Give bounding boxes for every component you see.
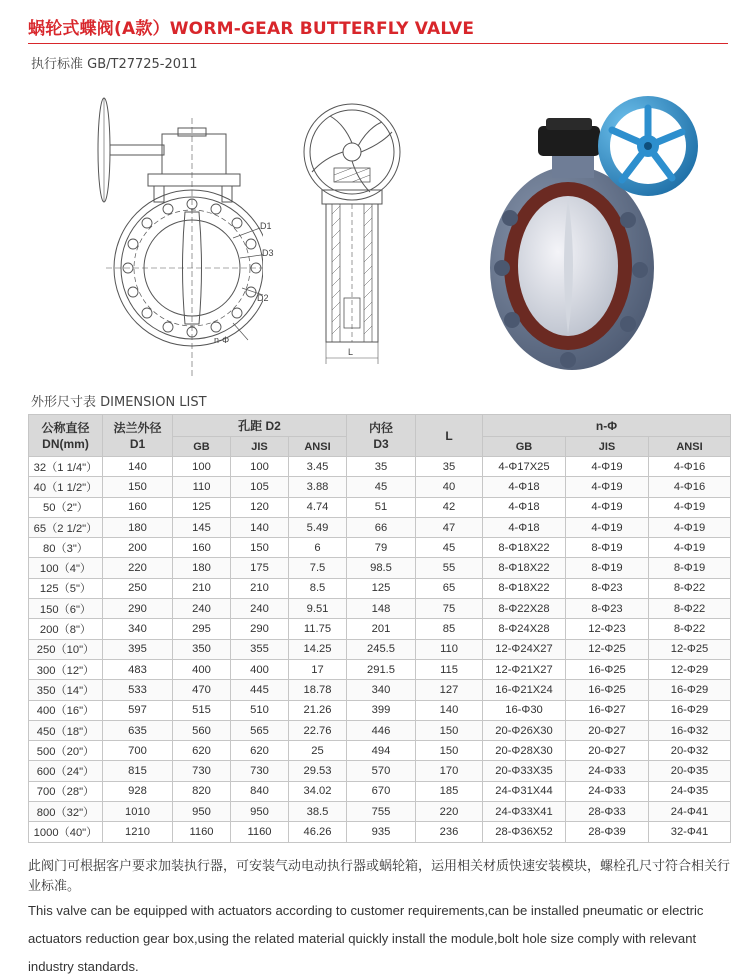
cell-nphi-gb: 4-Φ18 [483, 517, 566, 537]
valve-drawings [28, 88, 728, 378]
cell-nphi-jis: 16-Φ27 [566, 700, 649, 720]
cell-nphi-gb: 20-Φ26X30 [483, 720, 566, 740]
cell-dn: 40（1 1/2"） [29, 477, 103, 497]
cell-d1: 1010 [103, 802, 173, 822]
cell-nphi-gb: 16-Φ21X24 [483, 680, 566, 700]
cell-nphi-ansi: 4-Φ19 [649, 517, 731, 537]
cell-d2-gb: 210 [173, 578, 231, 598]
cell-d2-jis: 105 [231, 477, 289, 497]
cell-d2-ansi: 25 [289, 741, 347, 761]
cell-nphi-jis: 8-Φ19 [566, 538, 649, 558]
cell-l: 110 [416, 639, 483, 659]
cell-dn: 700（28"） [29, 781, 103, 801]
cell-nphi-ansi: 20-Φ32 [649, 741, 731, 761]
cell-l: 65 [416, 578, 483, 598]
cell-nphi-ansi: 12-Φ29 [649, 659, 731, 679]
cell-l: 236 [416, 822, 483, 842]
table-row [29, 781, 731, 801]
cell-d2-gb: 240 [173, 599, 231, 619]
dimension-table-body [29, 457, 731, 843]
cell-d1: 340 [103, 619, 173, 639]
cell-d3: 45 [347, 477, 416, 497]
cell-l: 185 [416, 781, 483, 801]
table-row [29, 619, 731, 639]
header-nphi-gb: GB [483, 437, 566, 457]
cell-nphi-ansi: 4-Φ19 [649, 538, 731, 558]
cell-l: 55 [416, 558, 483, 578]
cell-d2-ansi: 38.5 [289, 802, 347, 822]
cell-nphi-gb: 4-Φ18 [483, 477, 566, 497]
cell-d2-gb: 620 [173, 741, 231, 761]
cell-nphi-gb: 24-Φ31X44 [483, 781, 566, 801]
cell-d2-ansi: 34.02 [289, 781, 347, 801]
cell-d3: 494 [347, 741, 416, 761]
cell-d3: 66 [347, 517, 416, 537]
cell-d2-gb: 110 [173, 477, 231, 497]
cell-nphi-ansi: 20-Φ35 [649, 761, 731, 781]
cell-dn: 450（18"） [29, 720, 103, 740]
cell-d2-ansi: 8.5 [289, 578, 347, 598]
cell-d2-jis: 240 [231, 599, 289, 619]
header-dn: 公称直径 DN(mm) [29, 415, 103, 457]
cell-nphi-gb: 8-Φ18X22 [483, 538, 566, 558]
cell-d2-ansi: 11.75 [289, 619, 347, 639]
cell-nphi-ansi: 16-Φ29 [649, 700, 731, 720]
cell-d2-gb: 350 [173, 639, 231, 659]
cell-nphi-gb: 12-Φ24X27 [483, 639, 566, 659]
cell-l: 75 [416, 599, 483, 619]
cell-d2-jis: 140 [231, 517, 289, 537]
page-title: 蜗轮式蝶阀(A款）WORM-GEAR BUTTERFLY VALVE [28, 19, 475, 39]
cell-d1: 395 [103, 639, 173, 659]
cell-nphi-gb: 28-Φ36X52 [483, 822, 566, 842]
cell-dn: 300（12"） [29, 659, 103, 679]
cell-d2-ansi: 21.26 [289, 700, 347, 720]
cell-dn: 150（6"） [29, 599, 103, 619]
cell-d2-gb: 820 [173, 781, 231, 801]
cell-nphi-jis: 4-Φ19 [566, 477, 649, 497]
cell-nphi-jis: 16-Φ25 [566, 680, 649, 700]
cell-l: 47 [416, 517, 483, 537]
cell-d2-gb: 950 [173, 802, 231, 822]
cell-nphi-gb: 4-Φ17X25 [483, 457, 566, 477]
cell-d2-ansi: 3.88 [289, 477, 347, 497]
table-row [29, 680, 731, 700]
cell-nphi-ansi: 24-Φ35 [649, 781, 731, 801]
table-row [29, 741, 731, 761]
cell-d1: 1210 [103, 822, 173, 842]
header-nphi-ansi: ANSI [649, 437, 731, 457]
cell-nphi-jis: 28-Φ33 [566, 802, 649, 822]
cell-d3: 291.5 [347, 659, 416, 679]
cell-d1: 140 [103, 457, 173, 477]
cell-d2-ansi: 22.76 [289, 720, 347, 740]
cell-d3: 755 [347, 802, 416, 822]
cell-dn: 500（20"） [29, 741, 103, 761]
cell-d1: 815 [103, 761, 173, 781]
cell-d2-jis: 400 [231, 659, 289, 679]
cell-dn: 65（2 1/2"） [29, 517, 103, 537]
label-d1: D1 [260, 221, 272, 231]
cell-l: 150 [416, 720, 483, 740]
cell-nphi-ansi: 4-Φ16 [649, 457, 731, 477]
cell-nphi-ansi: 24-Φ41 [649, 802, 731, 822]
cell-nphi-jis: 12-Φ23 [566, 619, 649, 639]
table-row [29, 457, 731, 477]
valve-product-image [468, 88, 728, 378]
cell-dn: 600（24"） [29, 761, 103, 781]
cell-d1: 597 [103, 700, 173, 720]
cell-d3: 670 [347, 781, 416, 801]
cell-d2-jis: 290 [231, 619, 289, 639]
cell-nphi-jis: 4-Φ19 [566, 497, 649, 517]
cell-d2-jis: 620 [231, 741, 289, 761]
cell-l: 35 [416, 457, 483, 477]
cell-d2-ansi: 17 [289, 659, 347, 679]
cell-d2-ansi: 29.53 [289, 761, 347, 781]
table-row [29, 558, 731, 578]
cell-d2-jis: 840 [231, 781, 289, 801]
cell-l: 115 [416, 659, 483, 679]
cell-nphi-gb: 20-Φ28X30 [483, 741, 566, 761]
cell-nphi-ansi: 8-Φ22 [649, 578, 731, 598]
cell-nphi-jis: 8-Φ23 [566, 599, 649, 619]
cell-d2-ansi: 14.25 [289, 639, 347, 659]
label-l: L [348, 347, 354, 357]
cell-nphi-jis: 28-Φ39 [566, 822, 649, 842]
cell-nphi-gb: 16-Φ30 [483, 700, 566, 720]
cell-nphi-gb: 24-Φ33X41 [483, 802, 566, 822]
cell-nphi-jis: 4-Φ19 [566, 517, 649, 537]
cell-d1: 200 [103, 538, 173, 558]
cell-d3: 446 [347, 720, 416, 740]
cell-d2-gb: 295 [173, 619, 231, 639]
table-row [29, 578, 731, 598]
cell-dn: 350（14"） [29, 680, 103, 700]
cell-d2-ansi: 7.5 [289, 558, 347, 578]
cell-nphi-jis: 12-Φ25 [566, 639, 649, 659]
cell-l: 127 [416, 680, 483, 700]
table-row [29, 659, 731, 679]
cell-d1: 700 [103, 741, 173, 761]
cell-nphi-gb: 8-Φ18X22 [483, 578, 566, 598]
cell-d2-ansi: 18.78 [289, 680, 347, 700]
header-d3: 内径 D3 [347, 415, 416, 457]
table-row [29, 599, 731, 619]
cell-d3: 340 [347, 680, 416, 700]
cell-nphi-jis: 8-Φ23 [566, 578, 649, 598]
cell-l: 220 [416, 802, 483, 822]
cell-nphi-gb: 12-Φ21X27 [483, 659, 566, 679]
cell-d2-gb: 515 [173, 700, 231, 720]
table-row [29, 720, 731, 740]
cell-nphi-jis: 20-Φ27 [566, 720, 649, 740]
title-divider [28, 43, 728, 44]
cell-d3: 148 [347, 599, 416, 619]
cell-nphi-jis: 20-Φ27 [566, 741, 649, 761]
cell-d3: 125 [347, 578, 416, 598]
cell-l: 40 [416, 477, 483, 497]
note-chinese: 此阀门可根据客户要求加装执行器，可安装气动电动执行器或蜗轮箱，运用相关材质快速安装模块，螺栓孔尺寸符合相关行业标准。 [28, 859, 731, 894]
cell-l: 42 [416, 497, 483, 517]
cell-dn: 80（3"） [29, 538, 103, 558]
cell-dn: 250（10"） [29, 639, 103, 659]
cell-dn: 400（16"） [29, 700, 103, 720]
cell-nphi-ansi: 4-Φ16 [649, 477, 731, 497]
side-view-labels [286, 102, 426, 372]
cell-d2-jis: 950 [231, 802, 289, 822]
cell-d2-ansi: 9.51 [289, 599, 347, 619]
cell-nphi-jis: 24-Φ33 [566, 761, 649, 781]
header-d2: 孔距 D2 [173, 415, 347, 437]
table-row [29, 477, 731, 497]
cell-nphi-jis: 16-Φ25 [566, 659, 649, 679]
cell-dn: 50（2"） [29, 497, 103, 517]
header-d2-ansi: ANSI [289, 437, 347, 457]
cell-d2-jis: 355 [231, 639, 289, 659]
dimension-list-title: 外形尺寸表 DIMENSION LIST [31, 395, 207, 410]
table-row [29, 802, 731, 822]
cell-d2-gb: 145 [173, 517, 231, 537]
cell-d1: 533 [103, 680, 173, 700]
label-d3: D3 [262, 248, 274, 258]
table-row [29, 517, 731, 537]
table-row [29, 700, 731, 720]
cell-d2-gb: 100 [173, 457, 231, 477]
cell-d3: 35 [347, 457, 416, 477]
cell-d3: 51 [347, 497, 416, 517]
note-english: This valve can be equipped with actuators according to customer requirements,can be installed pneumatic or electric actuators reduction gear box,using the related material quickly install the module,bolt hole size comply with relevant industry standards. [28, 903, 704, 974]
cell-d2-jis: 210 [231, 578, 289, 598]
cell-nphi-jis: 8-Φ19 [566, 558, 649, 578]
cell-nphi-gb: 8-Φ22X28 [483, 599, 566, 619]
cell-d1: 290 [103, 599, 173, 619]
cell-nphi-gb: 4-Φ18 [483, 497, 566, 517]
cell-d1: 928 [103, 781, 173, 801]
table-row [29, 538, 731, 558]
cell-d2-jis: 565 [231, 720, 289, 740]
cell-d2-jis: 510 [231, 700, 289, 720]
cell-d2-jis: 120 [231, 497, 289, 517]
cell-d2-gb: 1160 [173, 822, 231, 842]
cell-l: 140 [416, 700, 483, 720]
cell-l: 85 [416, 619, 483, 639]
cell-nphi-gb: 8-Φ18X22 [483, 558, 566, 578]
front-view-labels [28, 88, 288, 378]
cell-nphi-jis: 24-Φ33 [566, 781, 649, 801]
cell-d1: 250 [103, 578, 173, 598]
header-d1: 法兰外径 D1 [103, 415, 173, 457]
cell-d2-jis: 175 [231, 558, 289, 578]
cell-d2-jis: 100 [231, 457, 289, 477]
cell-d3: 245.5 [347, 639, 416, 659]
label-d2: D2 [257, 293, 269, 303]
cell-d2-gb: 125 [173, 497, 231, 517]
cell-d2-gb: 180 [173, 558, 231, 578]
cell-d1: 180 [103, 517, 173, 537]
cell-nphi-ansi: 8-Φ22 [649, 619, 731, 639]
cell-d2-jis: 730 [231, 761, 289, 781]
cell-d3: 935 [347, 822, 416, 842]
cell-d1: 150 [103, 477, 173, 497]
cell-nphi-ansi: 8-Φ19 [649, 558, 731, 578]
cell-d3: 79 [347, 538, 416, 558]
cell-dn: 800（32"） [29, 802, 103, 822]
cell-dn: 100（4"） [29, 558, 103, 578]
cell-nphi-ansi: 8-Φ22 [649, 599, 731, 619]
cell-d1: 483 [103, 659, 173, 679]
cell-dn: 125（5"） [29, 578, 103, 598]
cell-d1: 160 [103, 497, 173, 517]
cell-dn: 32（1 1/4"） [29, 457, 103, 477]
cell-d3: 98.5 [347, 558, 416, 578]
cell-d2-ansi: 46.26 [289, 822, 347, 842]
cell-dn: 1000（40"） [29, 822, 103, 842]
cell-nphi-ansi: 16-Φ29 [649, 680, 731, 700]
cell-d1: 220 [103, 558, 173, 578]
cell-d2-ansi: 4.74 [289, 497, 347, 517]
header-l: L [416, 415, 483, 457]
cell-d2-gb: 470 [173, 680, 231, 700]
cell-nphi-ansi: 32-Φ41 [649, 822, 731, 842]
cell-d2-gb: 400 [173, 659, 231, 679]
table-row [29, 761, 731, 781]
cell-d2-gb: 730 [173, 761, 231, 781]
label-n-phi: n-Φ [214, 335, 230, 345]
header-d2-jis: JIS [231, 437, 289, 457]
cell-d2-ansi: 3.45 [289, 457, 347, 477]
standard-text: 执行标准 GB/T27725-2011 [31, 57, 198, 72]
cell-nphi-ansi: 12-Φ25 [649, 639, 731, 659]
header-nphi-jis: JIS [566, 437, 649, 457]
cell-d3: 570 [347, 761, 416, 781]
table-row [29, 497, 731, 517]
cell-d1: 635 [103, 720, 173, 740]
cell-nphi-ansi: 4-Φ19 [649, 497, 731, 517]
cell-d2-jis: 445 [231, 680, 289, 700]
cell-d2-gb: 560 [173, 720, 231, 740]
cell-d2-ansi: 5.49 [289, 517, 347, 537]
cell-d2-ansi: 6 [289, 538, 347, 558]
cell-l: 150 [416, 741, 483, 761]
cell-d2-gb: 160 [173, 538, 231, 558]
cell-nphi-jis: 4-Φ19 [566, 457, 649, 477]
cell-d2-jis: 150 [231, 538, 289, 558]
header-d2-gb: GB [173, 437, 231, 457]
cell-l: 45 [416, 538, 483, 558]
cell-nphi-gb: 20-Φ33X35 [483, 761, 566, 781]
cell-d3: 201 [347, 619, 416, 639]
cell-nphi-ansi: 16-Φ32 [649, 720, 731, 740]
cell-dn: 200（8"） [29, 619, 103, 639]
cell-l: 170 [416, 761, 483, 781]
cell-nphi-gb: 8-Φ24X28 [483, 619, 566, 639]
header-n-phi: n-Φ [483, 415, 731, 437]
table-row [29, 639, 731, 659]
cell-d3: 399 [347, 700, 416, 720]
dimension-table [28, 414, 731, 843]
table-row [29, 822, 731, 842]
cell-d2-jis: 1160 [231, 822, 289, 842]
